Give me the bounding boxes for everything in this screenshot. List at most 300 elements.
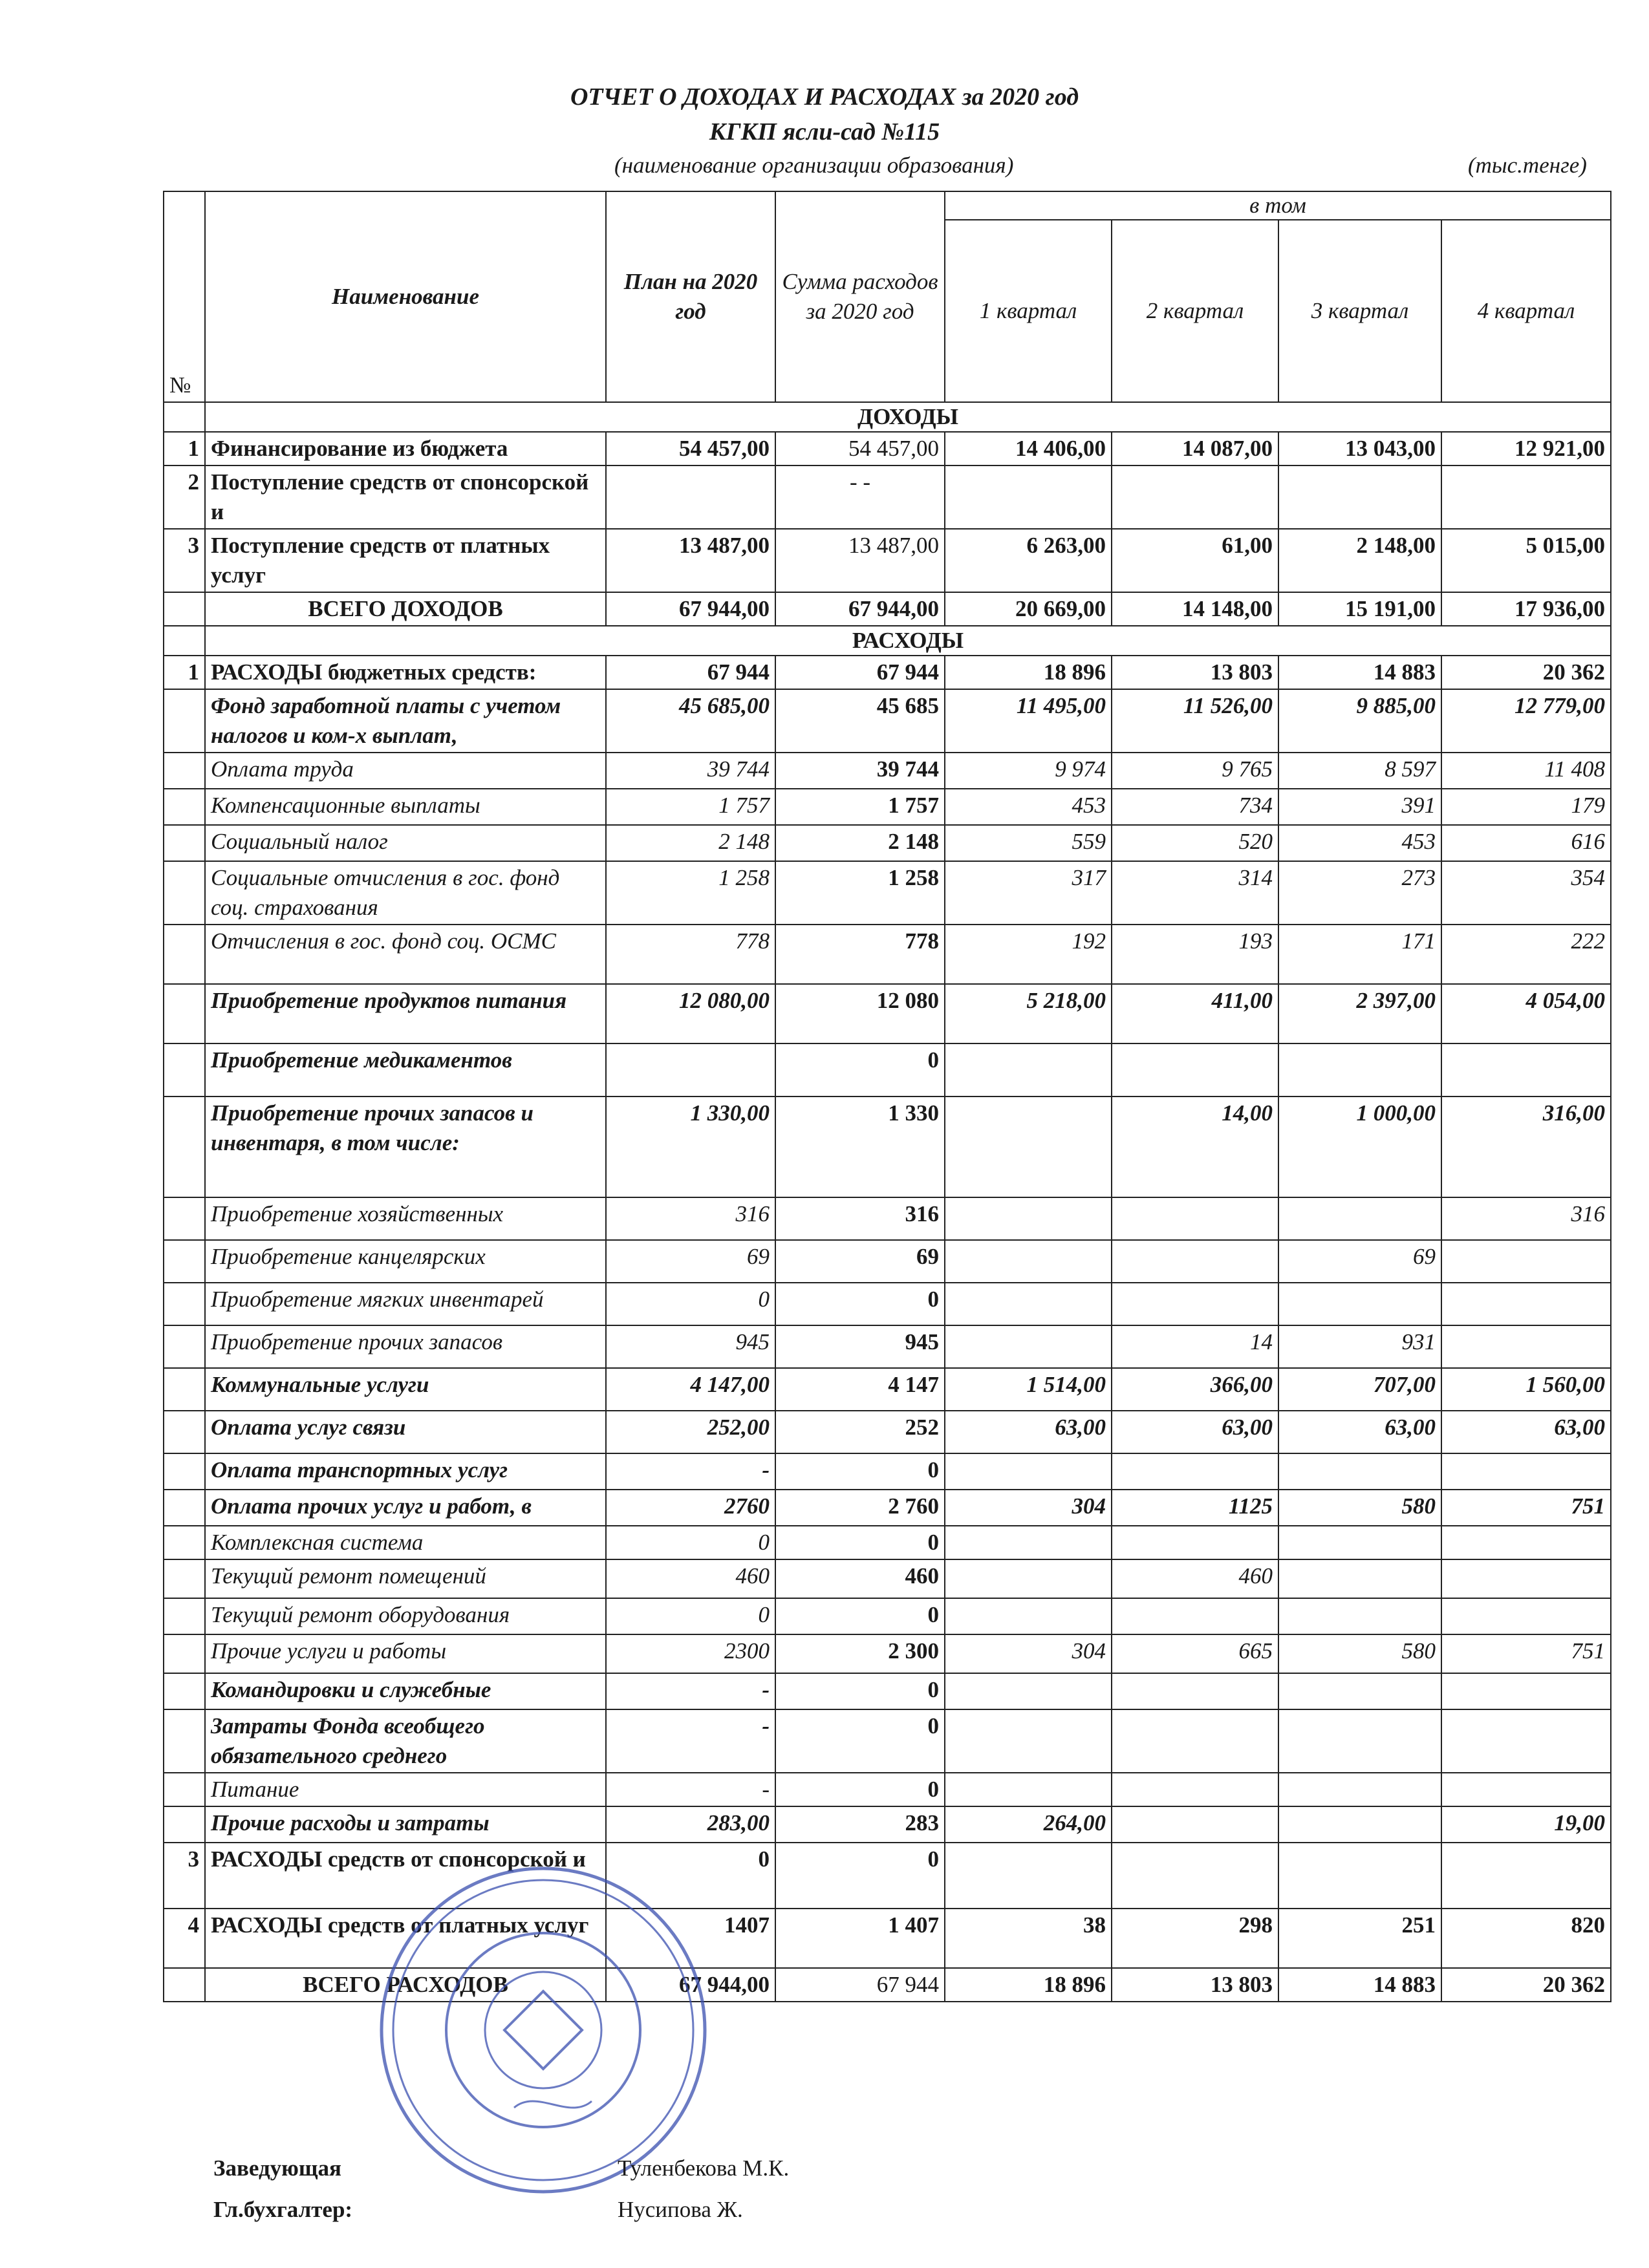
row-name: Приобретение хозяйственных bbox=[205, 1197, 606, 1240]
col-num-header: № bbox=[164, 191, 205, 402]
cell-q3: 707,00 bbox=[1278, 1368, 1441, 1411]
row-name: РАСХОДЫ средств от спонсорской и bbox=[205, 1843, 606, 1909]
cell-q4 bbox=[1441, 1526, 1611, 1559]
cell-sum: 778 bbox=[775, 925, 945, 984]
cell-plan: 67 944,00 bbox=[606, 1968, 775, 2002]
row-number bbox=[164, 1453, 205, 1490]
cell-q1: 559 bbox=[945, 825, 1112, 861]
cell-q2: 460 bbox=[1112, 1559, 1278, 1598]
cell-q3 bbox=[1278, 1773, 1441, 1806]
table-row bbox=[164, 592, 1611, 626]
cell-plan: 1 258 bbox=[606, 861, 775, 925]
row-name: Прочие услуги и работы bbox=[205, 1634, 606, 1673]
row-name: Финансирование из бюджета bbox=[205, 432, 606, 465]
cell-plan: 0 bbox=[606, 1843, 775, 1909]
cell-q3: 14 883 bbox=[1278, 1968, 1441, 2002]
cell-sum: 0 bbox=[775, 1283, 945, 1325]
table-row bbox=[164, 432, 1611, 465]
cell-q3 bbox=[1278, 1559, 1441, 1598]
cell-q1 bbox=[945, 1673, 1112, 1709]
cell-q3: 580 bbox=[1278, 1490, 1441, 1526]
cell-sum: 2 300 bbox=[775, 1634, 945, 1673]
cell-sum: - - bbox=[775, 465, 945, 529]
cell-sum: 0 bbox=[775, 1673, 945, 1709]
cell-sum: 13 487,00 bbox=[775, 529, 945, 592]
cell-plan: - bbox=[606, 1673, 775, 1709]
cell-sum: 0 bbox=[775, 1453, 945, 1490]
table-row bbox=[164, 753, 1611, 789]
report-title: ОТЧЕТ О ДОХОДАХ И РАСХОДАХ за 2020 год bbox=[570, 83, 1079, 111]
cell-q3: 273 bbox=[1278, 861, 1441, 925]
cell-q1: 18 896 bbox=[945, 656, 1112, 689]
row-name: Текущий ремонт оборудования bbox=[205, 1598, 606, 1634]
cell-q2 bbox=[1112, 1843, 1278, 1909]
cell-q1: 9 974 bbox=[945, 753, 1112, 789]
cell-q4: 616 bbox=[1441, 825, 1611, 861]
col-q3-header: 3 квартал bbox=[1278, 220, 1441, 402]
row-name: Социальные отчисления в гос. фонд соц. страхования bbox=[205, 861, 606, 925]
table-row bbox=[164, 789, 1611, 825]
cell-q4: 4 054,00 bbox=[1441, 984, 1611, 1043]
cell-q2 bbox=[1112, 1709, 1278, 1773]
cell-q2: 298 bbox=[1112, 1909, 1278, 1968]
row-name: Социальный налог bbox=[205, 825, 606, 861]
cell-plan: 2300 bbox=[606, 1634, 775, 1673]
cell-q3 bbox=[1278, 1673, 1441, 1709]
section-title: РАСХОДЫ bbox=[205, 626, 1611, 656]
cell-q4 bbox=[1441, 1559, 1611, 1598]
row-number bbox=[164, 689, 205, 753]
cell-plan: 316 bbox=[606, 1197, 775, 1240]
row-number bbox=[164, 1559, 205, 1598]
cell-q1: 453 bbox=[945, 789, 1112, 825]
row-number: 3 bbox=[164, 529, 205, 592]
cell-q2: 1125 bbox=[1112, 1490, 1278, 1526]
cell-q3: 15 191,00 bbox=[1278, 592, 1441, 626]
cell-sum: 316 bbox=[775, 1197, 945, 1240]
col-q4-header: 4 квартал bbox=[1441, 220, 1611, 402]
cell-q1 bbox=[945, 1526, 1112, 1559]
row-name: Затраты Фонда всеобщего обязательного среднего bbox=[205, 1709, 606, 1773]
table-row bbox=[164, 1453, 1611, 1490]
col-name-header: Наименование bbox=[205, 191, 606, 402]
cell-q2: 314 bbox=[1112, 861, 1278, 925]
signature-name-accountant: Нусипова Ж. bbox=[618, 2197, 743, 2222]
cell-q4 bbox=[1441, 1843, 1611, 1909]
table-row bbox=[164, 1806, 1611, 1843]
cell-q1: 11 495,00 bbox=[945, 689, 1112, 753]
cell-sum: 2 760 bbox=[775, 1490, 945, 1526]
row-name: Текущий ремонт помещений bbox=[205, 1559, 606, 1598]
cell-plan: 4 147,00 bbox=[606, 1368, 775, 1411]
cell-q2: 11 526,00 bbox=[1112, 689, 1278, 753]
cell-q4 bbox=[1441, 1598, 1611, 1634]
cell-q2 bbox=[1112, 465, 1278, 529]
cell-q4: 751 bbox=[1441, 1490, 1611, 1526]
section-row bbox=[164, 402, 1611, 432]
cell-q3 bbox=[1278, 465, 1441, 529]
cell-q2: 411,00 bbox=[1112, 984, 1278, 1043]
row-name: Поступление средств от платных услуг bbox=[205, 529, 606, 592]
row-number bbox=[164, 1097, 205, 1197]
cell-q4 bbox=[1441, 1453, 1611, 1490]
cell-q3: 1 000,00 bbox=[1278, 1097, 1441, 1197]
cell-q4: 12 779,00 bbox=[1441, 689, 1611, 753]
cell-q4: 17 936,00 bbox=[1441, 592, 1611, 626]
cell-plan: 67 944 bbox=[606, 656, 775, 689]
cell-plan bbox=[606, 1043, 775, 1097]
row-number bbox=[164, 925, 205, 984]
cell-q4 bbox=[1441, 465, 1611, 529]
cell-q3: 931 bbox=[1278, 1325, 1441, 1368]
row-number bbox=[164, 1806, 205, 1843]
table-row bbox=[164, 984, 1611, 1043]
row-number bbox=[164, 1043, 205, 1097]
row-number: 4 bbox=[164, 1909, 205, 1968]
cell-q1 bbox=[945, 1709, 1112, 1773]
cell-q4: 1 560,00 bbox=[1441, 1368, 1611, 1411]
cell-q1 bbox=[945, 1773, 1112, 1806]
cell-q2 bbox=[1112, 1598, 1278, 1634]
cell-plan: 460 bbox=[606, 1559, 775, 1598]
cell-q2 bbox=[1112, 1240, 1278, 1283]
cell-q2: 14 bbox=[1112, 1325, 1278, 1368]
table-row bbox=[164, 861, 1611, 925]
row-name: Командировки и служебные bbox=[205, 1673, 606, 1709]
cell-q3 bbox=[1278, 1598, 1441, 1634]
cell-sum: 67 944 bbox=[775, 656, 945, 689]
table-row bbox=[164, 656, 1611, 689]
row-number bbox=[164, 1368, 205, 1411]
report-table bbox=[163, 191, 1611, 2002]
row-name: Коммунальные услуги bbox=[205, 1368, 606, 1411]
row-name: Комплексная система bbox=[205, 1526, 606, 1559]
cell-q4 bbox=[1441, 1283, 1611, 1325]
row-number bbox=[164, 1490, 205, 1526]
cell-q1 bbox=[945, 1283, 1112, 1325]
row-name: РАСХОДЫ бюджетных средств: bbox=[205, 656, 606, 689]
cell-q4: 179 bbox=[1441, 789, 1611, 825]
cell-plan: - bbox=[606, 1709, 775, 1773]
cell-q1 bbox=[945, 1598, 1112, 1634]
cell-q4: 316 bbox=[1441, 1197, 1611, 1240]
cell-q2 bbox=[1112, 1197, 1278, 1240]
cell-sum: 1 258 bbox=[775, 861, 945, 925]
cell-q2: 193 bbox=[1112, 925, 1278, 984]
cell-q3: 251 bbox=[1278, 1909, 1441, 1968]
cell-q3: 2 397,00 bbox=[1278, 984, 1441, 1043]
cell-q4: 20 362 bbox=[1441, 1968, 1611, 2002]
table-row bbox=[164, 1773, 1611, 1806]
cell-q2 bbox=[1112, 1283, 1278, 1325]
cell-plan: 12 080,00 bbox=[606, 984, 775, 1043]
cell-q1 bbox=[945, 1097, 1112, 1197]
cell-sum: 1 330 bbox=[775, 1097, 945, 1197]
col-plan-header: План на 2020 год bbox=[606, 191, 775, 402]
cell-sum: 0 bbox=[775, 1526, 945, 1559]
cell-q4 bbox=[1441, 1043, 1611, 1097]
cell-q2: 366,00 bbox=[1112, 1368, 1278, 1411]
cell-q2: 13 803 bbox=[1112, 656, 1278, 689]
cell-q3: 14 883 bbox=[1278, 656, 1441, 689]
organization-name: КГКП ясли-сад №115 bbox=[709, 118, 940, 145]
cell-q3: 63,00 bbox=[1278, 1411, 1441, 1453]
cell-q1: 264,00 bbox=[945, 1806, 1112, 1843]
cell-q1: 304 bbox=[945, 1490, 1112, 1526]
cell-q1: 38 bbox=[945, 1909, 1112, 1968]
cell-q3: 8 597 bbox=[1278, 753, 1441, 789]
row-name: Фонд заработной платы с учетом налогов и ком-х выплат, bbox=[205, 689, 606, 753]
cell-plan: 1 330,00 bbox=[606, 1097, 775, 1197]
cell-q2: 61,00 bbox=[1112, 529, 1278, 592]
row-number bbox=[164, 592, 205, 626]
cell-sum: 283 bbox=[775, 1806, 945, 1843]
row-number bbox=[164, 1673, 205, 1709]
cell-q2: 665 bbox=[1112, 1634, 1278, 1673]
table-row bbox=[164, 465, 1611, 529]
table-row bbox=[164, 1490, 1611, 1526]
cell-q4 bbox=[1441, 1673, 1611, 1709]
row-name: ВСЕГО РАСХОДОВ bbox=[205, 1968, 606, 2002]
cell-q4: 12 921,00 bbox=[1441, 432, 1611, 465]
cell-sum: 0 bbox=[775, 1843, 945, 1909]
cell-q4: 63,00 bbox=[1441, 1411, 1611, 1453]
table-row bbox=[164, 1598, 1611, 1634]
cell-q2 bbox=[1112, 1773, 1278, 1806]
table-row bbox=[164, 1240, 1611, 1283]
cell-q1 bbox=[945, 1325, 1112, 1368]
row-number: 3 bbox=[164, 1843, 205, 1909]
cell-sum: 54 457,00 bbox=[775, 432, 945, 465]
row-name: РАСХОДЫ средств от платных услуг bbox=[205, 1909, 606, 1968]
col-quarters-group-header: в том bbox=[945, 191, 1611, 220]
row-name: Приобретение мягких инвентарей bbox=[205, 1283, 606, 1325]
section-title: ДОХОДЫ bbox=[205, 402, 1611, 432]
cell-q3: 391 bbox=[1278, 789, 1441, 825]
cell-q3 bbox=[1278, 1526, 1441, 1559]
row-number bbox=[164, 1709, 205, 1773]
cell-q4: 19,00 bbox=[1441, 1806, 1611, 1843]
row-name: Прочие расходы и затраты bbox=[205, 1806, 606, 1843]
cell-q1 bbox=[945, 465, 1112, 529]
cell-plan: 67 944,00 bbox=[606, 592, 775, 626]
row-number bbox=[164, 1240, 205, 1283]
cell-q1 bbox=[945, 1043, 1112, 1097]
report-table-body bbox=[164, 402, 1611, 2002]
cell-plan: 54 457,00 bbox=[606, 432, 775, 465]
cell-plan: 45 685,00 bbox=[606, 689, 775, 753]
cell-sum: 1 407 bbox=[775, 1909, 945, 1968]
row-number bbox=[164, 984, 205, 1043]
row-number bbox=[164, 1634, 205, 1673]
row-number bbox=[164, 825, 205, 861]
col-q2-header: 2 квартал bbox=[1112, 220, 1278, 402]
cell-q2: 734 bbox=[1112, 789, 1278, 825]
cell-plan: 0 bbox=[606, 1526, 775, 1559]
cell-sum: 1 757 bbox=[775, 789, 945, 825]
cell-q3 bbox=[1278, 1043, 1441, 1097]
row-name: Оплата прочих услуг и работ, в bbox=[205, 1490, 606, 1526]
cell-sum: 12 080 bbox=[775, 984, 945, 1043]
row-number bbox=[164, 1968, 205, 2002]
table-row bbox=[164, 1634, 1611, 1673]
row-name: Приобретение медикаментов bbox=[205, 1043, 606, 1097]
cell-q3 bbox=[1278, 1197, 1441, 1240]
cell-q3 bbox=[1278, 1283, 1441, 1325]
cell-q2 bbox=[1112, 1806, 1278, 1843]
row-number: 1 bbox=[164, 656, 205, 689]
row-number bbox=[164, 1773, 205, 1806]
cell-q3: 171 bbox=[1278, 925, 1441, 984]
cell-q3: 9 885,00 bbox=[1278, 689, 1441, 753]
cell-plan: 1407 bbox=[606, 1909, 775, 1968]
cell-sum: 69 bbox=[775, 1240, 945, 1283]
cell-plan: 0 bbox=[606, 1598, 775, 1634]
table-row bbox=[164, 1197, 1611, 1240]
row-number bbox=[164, 1283, 205, 1325]
cell-q4: 222 bbox=[1441, 925, 1611, 984]
cell-q3: 580 bbox=[1278, 1634, 1441, 1673]
cell-sum: 252 bbox=[775, 1411, 945, 1453]
row-name: Отчисления в гос. фонд соц. ОСМС bbox=[205, 925, 606, 984]
cell-q4 bbox=[1441, 1709, 1611, 1773]
cell-q4: 820 bbox=[1441, 1909, 1611, 1968]
cell-q4: 751 bbox=[1441, 1634, 1611, 1673]
cell-q2: 9 765 bbox=[1112, 753, 1278, 789]
units-label: (тыс.тенге) bbox=[1468, 153, 1587, 178]
cell-q1 bbox=[945, 1559, 1112, 1598]
cell-q3 bbox=[1278, 1453, 1441, 1490]
cell-q1: 18 896 bbox=[945, 1968, 1112, 2002]
cell-q4: 5 015,00 bbox=[1441, 529, 1611, 592]
row-name: Приобретение канцелярских bbox=[205, 1240, 606, 1283]
cell-plan: - bbox=[606, 1773, 775, 1806]
cell-q3: 69 bbox=[1278, 1240, 1441, 1283]
cell-sum: 0 bbox=[775, 1709, 945, 1773]
cell-q2: 63,00 bbox=[1112, 1411, 1278, 1453]
cell-q2 bbox=[1112, 1043, 1278, 1097]
cell-q4 bbox=[1441, 1325, 1611, 1368]
table-row bbox=[164, 689, 1611, 753]
cell-q1: 14 406,00 bbox=[945, 432, 1112, 465]
cell-q1: 63,00 bbox=[945, 1411, 1112, 1453]
cell-plan: 0 bbox=[606, 1283, 775, 1325]
table-row bbox=[164, 925, 1611, 984]
cell-q4: 316,00 bbox=[1441, 1097, 1611, 1197]
cell-q2: 14,00 bbox=[1112, 1097, 1278, 1197]
signature-role-accountant: Гл.бухгалтер: bbox=[213, 2197, 353, 2222]
cell-q3: 13 043,00 bbox=[1278, 432, 1441, 465]
round-seal-icon bbox=[375, 1862, 711, 2198]
cell-plan: 252,00 bbox=[606, 1411, 775, 1453]
cell-q3 bbox=[1278, 1806, 1441, 1843]
table-row bbox=[164, 1673, 1611, 1709]
cell-q1: 20 669,00 bbox=[945, 592, 1112, 626]
cell-q2: 520 bbox=[1112, 825, 1278, 861]
cell-q2 bbox=[1112, 1526, 1278, 1559]
table-row bbox=[164, 529, 1611, 592]
row-name: Оплата услуг связи bbox=[205, 1411, 606, 1453]
cell-q1: 192 bbox=[945, 925, 1112, 984]
cell-q1 bbox=[945, 1197, 1112, 1240]
cell-sum: 945 bbox=[775, 1325, 945, 1368]
row-number bbox=[164, 1197, 205, 1240]
cell-q2 bbox=[1112, 1453, 1278, 1490]
cell-plan: 945 bbox=[606, 1325, 775, 1368]
cell-q1: 304 bbox=[945, 1634, 1112, 1673]
row-number: 1 bbox=[164, 432, 205, 465]
cell-q1 bbox=[945, 1843, 1112, 1909]
table-row bbox=[164, 1368, 1611, 1411]
table-row bbox=[164, 825, 1611, 861]
cell-plan bbox=[606, 465, 775, 529]
cell-sum: 45 685 bbox=[775, 689, 945, 753]
cell-q3: 2 148,00 bbox=[1278, 529, 1441, 592]
cell-sum: 39 744 bbox=[775, 753, 945, 789]
cell-q4: 20 362 bbox=[1441, 656, 1611, 689]
row-name: Приобретение продуктов питания bbox=[205, 984, 606, 1043]
cell-q1: 317 bbox=[945, 861, 1112, 925]
cell-plan: 1 757 bbox=[606, 789, 775, 825]
table-row bbox=[164, 1411, 1611, 1453]
col-sum-header: Сумма расходов за 2020 год bbox=[775, 191, 945, 402]
signature-name-head: Туленбекова М.К. bbox=[618, 2156, 790, 2181]
table-row bbox=[164, 1043, 1611, 1097]
cell-q3: 453 bbox=[1278, 825, 1441, 861]
cell-sum: 4 147 bbox=[775, 1368, 945, 1411]
signature-role-head: Заведующая bbox=[213, 2156, 341, 2181]
section-spacer bbox=[164, 626, 205, 656]
cell-sum: 0 bbox=[775, 1773, 945, 1806]
cell-q1: 5 218,00 bbox=[945, 984, 1112, 1043]
organization-caption: (наименование организации образования) bbox=[614, 153, 1014, 178]
row-name: Компенсационные выплаты bbox=[205, 789, 606, 825]
table-row bbox=[164, 1559, 1611, 1598]
cell-q3 bbox=[1278, 1843, 1441, 1909]
cell-q3 bbox=[1278, 1709, 1441, 1773]
cell-sum: 67 944 bbox=[775, 1968, 945, 2002]
cell-sum: 2 148 bbox=[775, 825, 945, 861]
table-row bbox=[164, 1709, 1611, 1773]
cell-plan: 2760 bbox=[606, 1490, 775, 1526]
cell-sum: 0 bbox=[775, 1598, 945, 1634]
cell-plan: - bbox=[606, 1453, 775, 1490]
cell-q2 bbox=[1112, 1673, 1278, 1709]
row-name: Оплата транспортных услуг bbox=[205, 1453, 606, 1490]
cell-q2: 13 803 bbox=[1112, 1968, 1278, 2002]
row-name: Приобретение прочих запасов bbox=[205, 1325, 606, 1368]
table-row bbox=[164, 1325, 1611, 1368]
row-number: 2 bbox=[164, 465, 205, 529]
cell-q4 bbox=[1441, 1773, 1611, 1806]
cell-plan: 69 bbox=[606, 1240, 775, 1283]
cell-q4 bbox=[1441, 1240, 1611, 1283]
cell-sum: 0 bbox=[775, 1043, 945, 1097]
row-number bbox=[164, 861, 205, 925]
row-number bbox=[164, 1598, 205, 1634]
cell-q1: 6 263,00 bbox=[945, 529, 1112, 592]
row-name: Питание bbox=[205, 1773, 606, 1806]
cell-plan: 2 148 bbox=[606, 825, 775, 861]
cell-sum: 67 944,00 bbox=[775, 592, 945, 626]
cell-plan: 13 487,00 bbox=[606, 529, 775, 592]
cell-q1: 1 514,00 bbox=[945, 1368, 1112, 1411]
col-q1-header: 1 квартал bbox=[945, 220, 1112, 402]
section-spacer bbox=[164, 402, 205, 432]
table-row bbox=[164, 1283, 1611, 1325]
row-name: Приобретение прочих запасов и инвентаря, в том числе: bbox=[205, 1097, 606, 1197]
row-name: ВСЕГО ДОХОДОВ bbox=[205, 592, 606, 626]
